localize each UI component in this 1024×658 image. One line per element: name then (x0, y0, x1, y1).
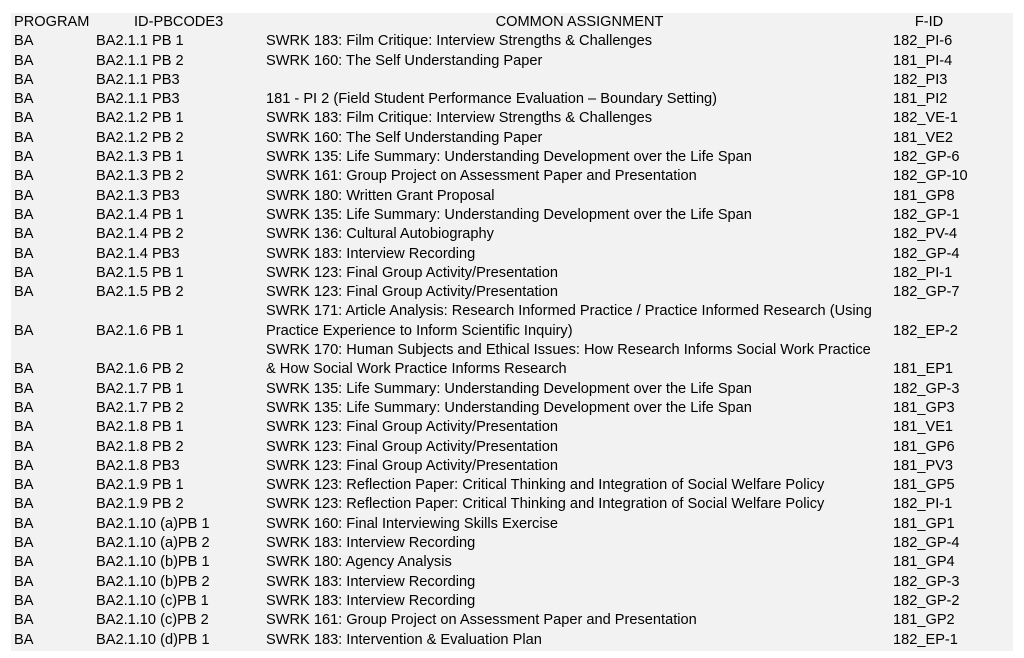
cell-f-id: 182_PI-6 (893, 33, 953, 50)
cell-id-pbcode: BA2.1.5 PB 1 (96, 264, 184, 281)
cell-f-id: 182_EP-2 (893, 322, 958, 339)
cell-common-assignment: SWRK 180: Agency Analysis (266, 554, 452, 571)
cell-f-id: 181_VE1 (893, 419, 954, 436)
cell-program: BA (14, 110, 34, 127)
cell-program: BA (14, 515, 34, 532)
cell-common-assignment: SWRK 170: Human Subjects and Ethical Issues: How Research Informs Social Work Practice & How Social Work Practice Informs Research (266, 342, 871, 378)
cell-common-assignment: SWRK 160: The Self Understanding Paper (266, 129, 543, 146)
cell-common-assignment: SWRK 161: Group Project on Assessment Paper and Presentation (266, 612, 697, 629)
cell-common-assignment: SWRK 136: Cultural Autobiography (266, 226, 494, 243)
cell-id-pbcode: BA2.1.1 PB 2 (96, 52, 184, 69)
cell-f-id: 181_GP8 (893, 187, 955, 204)
table-body (11, 32, 1013, 650)
cell-program: BA (14, 361, 34, 378)
cell-program: BA (14, 168, 34, 185)
cell-f-id: 182_GP-7 (893, 284, 960, 301)
cell-id-pbcode: BA2.1.4 PB3 (96, 245, 180, 262)
table-row (11, 380, 1013, 399)
cell-f-id: 182_PV-4 (893, 226, 958, 243)
cell-f-id: 182_PI-1 (893, 496, 953, 513)
cell-program: BA (14, 129, 34, 146)
table-row (11, 495, 1013, 514)
cell-common-assignment: SWRK 135: Life Summary: Understanding Development over the Life Span (266, 380, 752, 397)
table-row (11, 283, 1013, 302)
table-row (11, 52, 1013, 71)
cell-program: BA (14, 496, 34, 513)
cell-common-assignment: SWRK 123: Reflection Paper: Critical Thinking and Integration of Social Welfare Policy (266, 477, 825, 494)
cell-common-assignment: SWRK 123: Final Group Activity/Presentation (266, 419, 559, 436)
table-row (11, 187, 1013, 206)
cell-common-assignment: SWRK 160: Final Interviewing Skills Exercise (266, 515, 558, 532)
cell-f-id: 182_PI-1 (893, 264, 953, 281)
cell-f-id: 182_GP-10 (893, 168, 968, 185)
cell-common-assignment: SWRK 135: Life Summary: Understanding Development over the Life Span (266, 399, 752, 416)
cell-program: BA (14, 399, 34, 416)
cell-id-pbcode: BA2.1.10 (b)PB 2 (96, 573, 210, 590)
cell-common-assignment: SWRK 160: The Self Understanding Paper (266, 52, 543, 69)
cell-id-pbcode: BA2.1.3 PB 1 (96, 149, 184, 166)
header-id-pbcode: ID-PBCODE3 (134, 14, 224, 30)
cell-id-pbcode: BA2.1.10 (d)PB 1 (96, 631, 210, 648)
cell-id-pbcode: BA2.1.10 (b)PB 1 (96, 554, 210, 571)
cell-common-assignment: SWRK 183: Interview Recording (266, 245, 476, 262)
cell-id-pbcode: BA2.1.5 PB 2 (96, 284, 184, 301)
cell-f-id: 181_GP1 (893, 515, 955, 532)
cell-common-assignment: SWRK 135: Life Summary: Understanding Development over the Life Span (266, 206, 752, 223)
cell-f-id: 182_GP-1 (893, 206, 960, 223)
header-common-assignment: COMMON ASSIGNMENT (495, 14, 664, 30)
table-row (11, 341, 1013, 380)
cell-program: BA (14, 554, 34, 571)
cell-f-id: 181_GP5 (893, 477, 955, 494)
cell-f-id: 181_PI-4 (893, 52, 953, 69)
cell-id-pbcode: BA2.1.10 (a)PB 2 (96, 535, 210, 552)
cell-f-id: 181_PV3 (893, 457, 954, 474)
cell-program: BA (14, 149, 34, 166)
cell-f-id: 182_PI3 (893, 71, 948, 88)
table-row (11, 438, 1013, 457)
table-row (11, 302, 1013, 341)
cell-program: BA (14, 438, 34, 455)
cell-id-pbcode: BA2.1.4 PB 2 (96, 226, 184, 243)
cell-f-id: 182_EP-1 (893, 631, 958, 648)
cell-common-assignment: SWRK 171: Article Analysis: Research Informed Practice / Practice Informed Research (Using Practice Experience to Inform Scientific Inquiry) (266, 303, 872, 339)
cell-f-id: 182_GP-3 (893, 573, 960, 590)
cell-id-pbcode: BA2.1.7 PB 2 (96, 399, 184, 416)
table-row (11, 611, 1013, 630)
cell-common-assignment: SWRK 183: Interview Recording (266, 573, 476, 590)
cell-f-id: 182_GP-4 (893, 245, 960, 262)
cell-id-pbcode: BA2.1.10 (c)PB 1 (96, 592, 209, 609)
table-row (11, 90, 1013, 109)
cell-common-assignment: SWRK 161: Group Project on Assessment Paper and Presentation (266, 168, 697, 185)
cell-id-pbcode: BA2.1.1 PB 1 (96, 33, 184, 50)
header-f-id: F-ID (914, 14, 944, 30)
table-row (11, 225, 1013, 244)
cell-common-assignment: SWRK 123: Reflection Paper: Critical Thinking and Integration of Social Welfare Policy (266, 496, 825, 513)
cell-common-assignment: SWRK 123: Final Group Activity/Presentation (266, 264, 559, 281)
cell-program: BA (14, 264, 34, 281)
table-row (11, 592, 1013, 611)
cell-id-pbcode: BA2.1.3 PB3 (96, 187, 180, 204)
table-row (11, 573, 1013, 592)
cell-program: BA (14, 535, 34, 552)
cell-f-id: 182_GP-3 (893, 380, 960, 397)
cell-id-pbcode: BA2.1.6 PB 1 (96, 322, 184, 339)
cell-program: BA (14, 631, 34, 648)
table-row (11, 148, 1013, 167)
table-row (11, 245, 1013, 264)
table-row (11, 457, 1013, 476)
cell-program: BA (14, 71, 34, 88)
assignment-table (11, 13, 1013, 650)
table-row (11, 631, 1013, 650)
cell-program: BA (14, 419, 34, 436)
cell-program: BA (14, 457, 34, 474)
assignment-table-sheet (11, 13, 1013, 651)
cell-common-assignment: SWRK 183: Film Critique: Interview Strengths & Challenges (266, 33, 653, 50)
cell-program: BA (14, 592, 34, 609)
cell-id-pbcode: BA2.1.9 PB 2 (96, 496, 184, 513)
cell-program: BA (14, 573, 34, 590)
table-row (11, 476, 1013, 495)
cell-f-id: 181_EP1 (893, 361, 954, 378)
cell-id-pbcode: BA2.1.2 PB 2 (96, 129, 184, 146)
cell-id-pbcode: BA2.1.6 PB 2 (96, 361, 184, 378)
table-row (11, 109, 1013, 128)
table-row (11, 32, 1013, 51)
cell-id-pbcode: BA2.1.1 PB3 (96, 71, 180, 88)
cell-program: BA (14, 477, 34, 494)
cell-program: BA (14, 284, 34, 301)
header-row (11, 13, 1013, 32)
cell-common-assignment: SWRK 183: Film Critique: Interview Strengths & Challenges (266, 110, 653, 127)
cell-common-assignment: SWRK 180: Written Grant Proposal (266, 187, 495, 204)
cell-f-id: 181_GP6 (893, 438, 955, 455)
cell-common-assignment: SWRK 123: Final Group Activity/Presentation (266, 438, 559, 455)
table-row (11, 534, 1013, 553)
cell-common-assignment: 181 - PI 2 (Field Student Performance Evaluation – Boundary Setting) (266, 91, 718, 108)
cell-f-id: 181_GP3 (893, 399, 955, 416)
cell-id-pbcode: BA2.1.8 PB 1 (96, 419, 184, 436)
cell-f-id: 181_GP4 (893, 554, 955, 571)
cell-f-id: 182_VE-1 (893, 110, 958, 127)
table-row (11, 553, 1013, 572)
cell-f-id: 181_VE2 (893, 129, 954, 146)
cell-program: BA (14, 380, 34, 397)
cell-program: BA (14, 52, 34, 69)
cell-id-pbcode: BA2.1.1 PB3 (96, 91, 180, 108)
cell-common-assignment (266, 71, 893, 90)
cell-id-pbcode: BA2.1.9 PB 1 (96, 477, 184, 494)
cell-common-assignment: SWRK 183: Intervention & Evaluation Plan (266, 631, 542, 648)
cell-f-id: 182_GP-4 (893, 535, 960, 552)
table-row (11, 399, 1013, 418)
cell-program: BA (14, 322, 34, 339)
cell-f-id: 181_GP2 (893, 612, 955, 629)
cell-common-assignment: SWRK 123: Final Group Activity/Presentation (266, 457, 559, 474)
cell-common-assignment: SWRK 183: Interview Recording (266, 535, 476, 552)
cell-program: BA (14, 33, 34, 50)
cell-id-pbcode: BA2.1.8 PB3 (96, 457, 180, 474)
cell-id-pbcode: BA2.1.8 PB 2 (96, 438, 184, 455)
cell-id-pbcode: BA2.1.3 PB 2 (96, 168, 184, 185)
cell-program: BA (14, 245, 34, 262)
table-row (11, 71, 1013, 90)
cell-program: BA (14, 612, 34, 629)
cell-program: BA (14, 91, 34, 108)
cell-program: BA (14, 206, 34, 223)
table-row (11, 206, 1013, 225)
cell-common-assignment: SWRK 135: Life Summary: Understanding Development over the Life Span (266, 149, 752, 166)
cell-id-pbcode: BA2.1.10 (a)PB 1 (96, 515, 210, 532)
cell-program: BA (14, 226, 34, 243)
table-row (11, 418, 1013, 437)
table-row (11, 264, 1013, 283)
cell-f-id: 182_GP-6 (893, 149, 960, 166)
cell-id-pbcode: BA2.1.10 (c)PB 2 (96, 612, 209, 629)
cell-id-pbcode: BA2.1.7 PB 1 (96, 380, 184, 397)
table-row (11, 167, 1013, 186)
cell-f-id: 181_PI2 (893, 91, 948, 108)
table-row (11, 515, 1013, 534)
header-program: PROGRAM (14, 14, 90, 30)
cell-common-assignment: SWRK 183: Interview Recording (266, 592, 476, 609)
cell-f-id: 182_GP-2 (893, 592, 960, 609)
cell-common-assignment: SWRK 123: Final Group Activity/Presentation (266, 284, 559, 301)
table-row (11, 129, 1013, 148)
cell-program: BA (14, 187, 34, 204)
cell-id-pbcode: BA2.1.2 PB 1 (96, 110, 184, 127)
cell-id-pbcode: BA2.1.4 PB 1 (96, 206, 184, 223)
